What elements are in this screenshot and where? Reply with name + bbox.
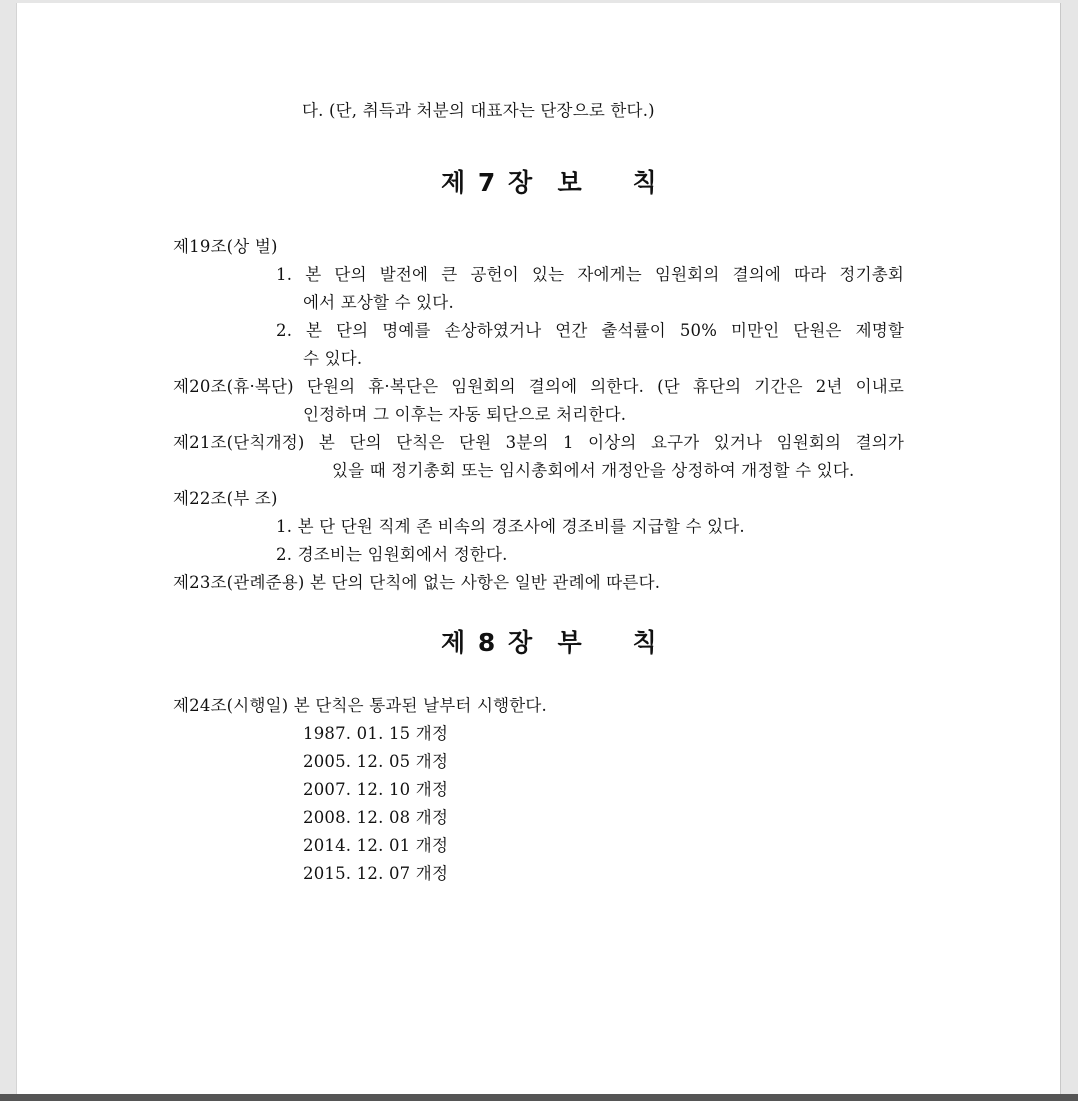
article-21-line-2: 있을 때 정기총회 또는 임시총회에서 개정안을 상정하여 개정할 수 있다. [332, 461, 855, 480]
document-page [17, 3, 1060, 1095]
article-21-line-1: 제21조(단칙개정) 본 단의 단칙은 단원 3분의 1 이상의 요구가 있거나 임원회의 결의가 [173, 433, 904, 452]
article-19-item-2-line-1: 2. 본 단의 명예를 손상하였거나 연간 출석률이 50% 미만인 단원은 제명할 [276, 321, 904, 340]
revision-date: 2015. 12. 07 개정 [303, 864, 449, 883]
article-19-item-1-line-1: 1. 본 단의 발전에 큰 공헌이 있는 자에게는 임원회의 결의에 따라 정기총회 [276, 265, 904, 284]
revision-date: 2007. 12. 10 개정 [303, 780, 449, 799]
bottom-edge-bar [0, 1094, 1078, 1101]
article-23: 제23조(관례준용) 본 단의 단칙에 없는 사항은 일반 관례에 따른다. [173, 573, 661, 592]
chapter-7-title: 제 7 장 보 칙 [441, 168, 657, 197]
article-20-line-2: 인정하며 그 이후는 자동 퇴단으로 처리한다. [303, 405, 627, 424]
revision-date: 2014. 12. 01 개정 [303, 836, 449, 855]
article-20-line-1: 제20조(휴·복단) 단원의 휴·복단은 임원회의 결의에 의한다. (단 휴단의 기간은 2년 이내로 [173, 377, 904, 396]
text-top-fragment: 다. (단, 취득과 처분의 대표자는 단장으로 한다.) [302, 101, 655, 120]
chapter-8-title: 제 8 장 부 칙 [441, 628, 657, 657]
article-22-item-2: 2. 경조비는 임원회에서 정한다. [276, 545, 508, 564]
article-19-item-1-line-2: 에서 포상할 수 있다. [303, 293, 454, 312]
revision-date: 2008. 12. 08 개정 [303, 808, 449, 827]
article-22-heading: 제22조(부 조) [173, 489, 278, 508]
article-19-heading: 제19조(상 벌) [173, 237, 278, 256]
article-24: 제24조(시행일) 본 단칙은 통과된 날부터 시행한다. [173, 696, 547, 715]
revision-date: 1987. 01. 15 개정 [303, 724, 449, 743]
revision-date: 2005. 12. 05 개정 [303, 752, 449, 771]
article-19-item-2-line-2: 수 있다. [303, 349, 363, 368]
article-22-item-1: 1. 본 단 단원 직계 존 비속의 경조사에 경조비를 지급할 수 있다. [276, 517, 745, 536]
